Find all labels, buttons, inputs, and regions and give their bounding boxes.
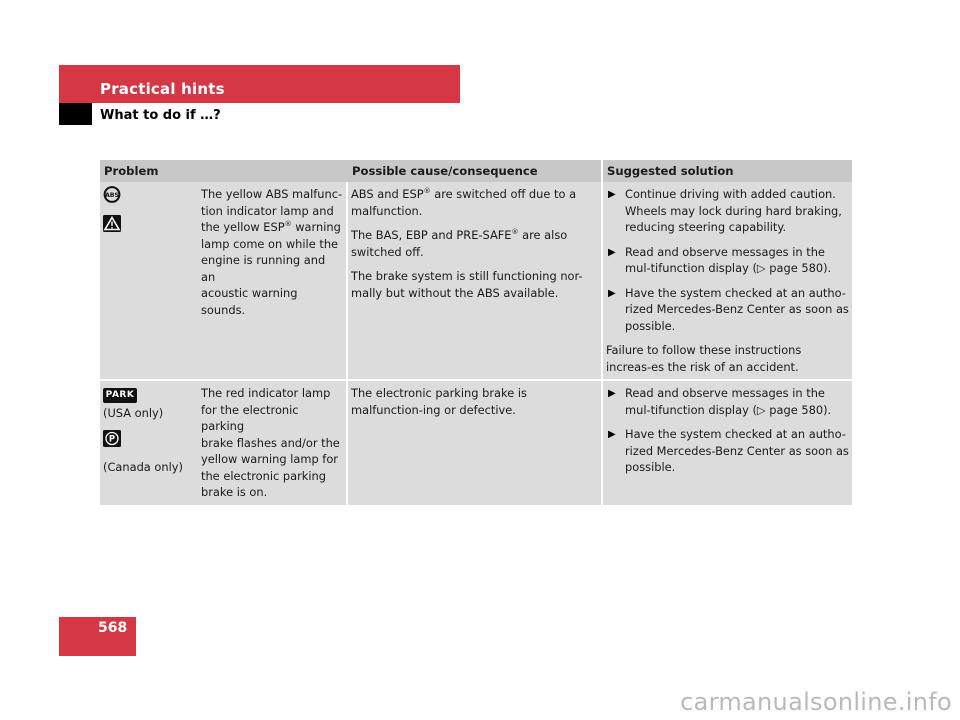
column-header-cause: Possible cause/consequence [348,160,603,182]
table-row [100,182,852,381]
solution-warning-note: Failure to follow these instructions increas-es the risk of an accident. [606,343,802,374]
cause-cell [348,182,603,381]
problem-line: brake is on. [201,485,268,499]
triangle-bullet-icon: ▶ [608,246,616,258]
svg-text:ABS: ABS [105,192,119,200]
solution-cell [603,381,852,507]
problem-line: acoustic warning sounds. [201,286,298,317]
solution-cell [603,182,852,381]
solution-text: Read and observe messages in the mul-tifunction display (▷ page 580). [625,386,832,417]
watermark: carmanualsonline.info [680,688,952,716]
problem-description-cell [198,381,348,507]
problem-line: for the electronic parking [201,402,299,433]
page-number: 568 [98,620,128,636]
park-brake-lamp-icon: PARK [103,388,137,403]
p-lamp-letter: P [108,434,116,445]
solution-item [606,186,849,236]
problem-line: engine is running and an [201,253,326,284]
solution-list [606,186,849,334]
cause-text: The electronic parking brake is malfunction-ing or defective. [351,386,527,417]
triangle-bullet-icon: ▶ [608,189,616,200]
problem-icons-cell [100,381,198,507]
solution-item [606,244,849,277]
problem-description-cell [198,182,348,381]
solution-text: Have the system checked at an autho-rized Mercedes-Benz Center as soon as possible. [625,285,849,333]
subsection-marker [59,103,92,125]
problem-icons-cell [100,182,198,381]
p-brake-lamp-icon [103,430,121,447]
section-title: Practical hints [100,80,225,98]
solution-item [606,385,849,418]
problem-line: the yellow ESP® warning [201,220,341,234]
table-row [100,381,852,507]
solution-item [606,285,849,335]
triangle-bullet-icon: ▶ [608,388,616,399]
triangle-bullet-icon: ▶ [608,429,616,440]
problem-line: The red indicator lamp [201,386,331,400]
column-header-problem: Problem [100,160,348,182]
cause-cell [348,381,603,507]
icon-note: (Canada only) [103,459,183,474]
esp-warning-lamp-icon [103,215,121,232]
table-header-row [100,160,852,182]
abs-lamp-icon [103,186,121,203]
cause-text: The BAS, EBP and PRE-SAFE® are also switched off. [351,228,568,259]
section-subtitle: What to do if …? [100,108,221,123]
problem-line: The yellow ABS malfunc- [201,187,343,201]
troubleshooting-table [100,160,852,507]
column-header-solution: Suggested solution [603,160,852,182]
problem-line: lamp come on while the [201,236,339,251]
solution-list [606,385,849,476]
problem-line: the electronic parking [201,468,326,483]
solution-text: Continue driving with added caution. Wheels may lock during hard braking, reducing steering capability. [625,187,842,234]
problem-line: brake flashes and/or the [201,435,340,450]
solution-text: Have the system checked at an autho-rized Mercedes-Benz Center as soon as possible. [625,427,849,474]
solution-text: Read and observe messages in the mul-tifunction display (▷ page 580). [625,244,832,275]
solution-item [606,426,849,476]
triangle-bullet-icon: ▶ [608,287,616,299]
cause-text: The brake system is still functioning nor-mally but without the ABS available. [351,269,583,300]
cause-text: ABS and ESP® are switched off due to a malfunction. [351,187,577,218]
problem-line: tion indicator lamp and [201,203,334,218]
problem-line: yellow warning lamp for [201,452,338,466]
icon-note: (USA only) [103,406,164,420]
